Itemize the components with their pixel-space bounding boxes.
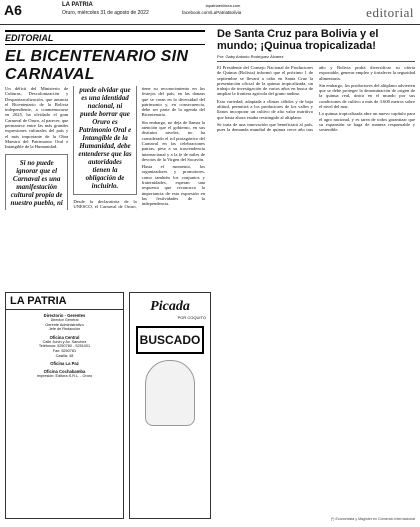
masthead-line: Teléfonos: 5250780 - 5251001 (38, 344, 91, 349)
masthead-line: Jefe de Redacción (48, 327, 81, 332)
masthead-box (5, 292, 124, 519)
opinion-body (217, 65, 415, 134)
wanted-sign: BUSCADO (136, 326, 204, 354)
editorial-title: EL BICENTENARIO SIN CARNAVAL (5, 48, 189, 83)
newspaper-logo: LA PATRIA (62, 2, 93, 8)
facebook-label: facebook.com/LaPatriaBolivia (182, 10, 242, 15)
masthead-line: Directorio - Gerentes (43, 313, 86, 318)
editorial-paragraph: Desde la declaratoria de la UNESCO, el Carnaval de Oruro, tiene su reconocimiento en los festejos del país, en las danzas que se crean en la diversidad del patrimonio y, en consecuencia, debe ser parte de la agenda del Bicentenario. (73, 86, 205, 210)
opinion-paragraph: El Presidente del Consejo Nacional de Productores de Quinua (Bolivia) informó que el próximo 1 de septiembre se llevará a cabo en Santa Cruz la presentación oficial de la quinua tropicalizada, un trabajo de investigación de varios años en busca de ampliar la frontera agrícola del grano andino. (217, 65, 313, 97)
masthead-line: Oficina Central (49, 334, 80, 340)
masthead-line: Oficina La Paz (50, 361, 79, 367)
editorial-kicker: EDITORIAL (5, 30, 205, 45)
pull-quote: Si no puede ignorar que el Carnaval es una manifestación cultural propia de nuestro pueblo, ni puede olvidar que es una identidad nacional, ni puede borrar que Oruro es Patrimonio Oral e Intangible de la Humanidad, debe entenderse que las autoridades tienen la obligación de incluirlo. (5, 86, 137, 210)
opinion-paragraph: Esta variedad, adaptada a climas cálidos y de baja altitud, permitirá a los productores de los valles y llanos incorporar un cultivo de alto valor nutritivo que hasta ahora estaba restringido al altiplano. (217, 98, 313, 120)
editorial-body (5, 86, 205, 210)
cartoon-box (129, 292, 211, 519)
opinion-paragraph: Se trata de una innovación que beneficiará al país, pues la demanda mundial de quinua crece año tras año y Bolivia podrá diversificar su oferta exportable, generar empleo y fortalecer la seguridad alimentaria. (217, 65, 415, 133)
opinion-paragraph: Sin embargo, los productores del altiplano advierten que se debe proteger la denominación de origen de la quinua real, única en el mundo por sus condiciones de cultivo a más de 3.600 metros sobre el nivel del mar. (319, 82, 415, 110)
opinion-byline: Por: Gaby Antonio Rodríguez Álvarez (217, 54, 415, 62)
masthead-title: LA PATRIA (6, 293, 123, 310)
masthead-line: Calle Junín y Av. Sánchez (42, 339, 87, 344)
cartoon-logo: Picada (150, 299, 190, 314)
issue-date: Oruro, miércoles 31 de agosto de 2022 (62, 10, 149, 16)
opinion-article (217, 28, 415, 134)
masthead-line: Director General (50, 318, 79, 322)
opinion-title: De Santa Cruz para Bolivia y el mundo; ¡Quinua tropicalizada! (217, 28, 379, 52)
cartoon-author: POR COQUITO (177, 315, 206, 320)
section-name: editorial (366, 5, 414, 20)
masthead-line: Oficina Cochabamba (43, 369, 86, 375)
editorial-paragraph: Hasta el momento, los organizadores y promotores, como también los conjuntos y fraternidades, esperan una respuesta que reconozca la importancia de esta expresión en las festividades de la independencia. (141, 164, 205, 207)
page-number: A6 (4, 2, 22, 18)
masthead-line: Casilla: 48 (55, 353, 74, 358)
editorial-article (5, 30, 205, 210)
masthead-line: Fax: 5250781 (52, 348, 77, 353)
page-header (0, 0, 420, 25)
website-label: lapatriaenlinea.com (205, 3, 241, 8)
opinion-paragraph: La quinua tropicalizada abre un nuevo capítulo para el agro nacional, y es tarea de todos garantizar que su expansión se haga de manera responsable y sostenible. (319, 111, 415, 133)
opinion-footnote: (*) Economista y Magíster en Comercio Internacional (330, 517, 415, 521)
masthead-line: Gerente Administrativo (45, 322, 84, 327)
editorial-paragraph: Sin embargo, no deja de llamar la atención que el gobierno, en sus distintos niveles, no ha considerado el rol protagónico del Carnaval en las celebraciones patrias, pese a su trascendencia internacional y a la fe de miles de devotos de la Virgen del Socavón. (141, 119, 205, 162)
cartoon-face-illustration (145, 360, 195, 426)
editorial-paragraph: Un déficit del Ministerio de Culturas, Descolonización y Despatriarcalización, que anuncia el Bicentenario de la Bolivia independiente, a conmemorarse en 2025, ha olvidado el gran Carnaval de Oruro, al parecer, que permanece entre las más grandes expresiones culturales del país y el más importante de la Obra Maestra del Patrimonio Oral e Intangible de la Humanidad. (5, 86, 69, 150)
masthead-line: Impresión: Editora S.R.L. - Oruro (36, 374, 93, 379)
